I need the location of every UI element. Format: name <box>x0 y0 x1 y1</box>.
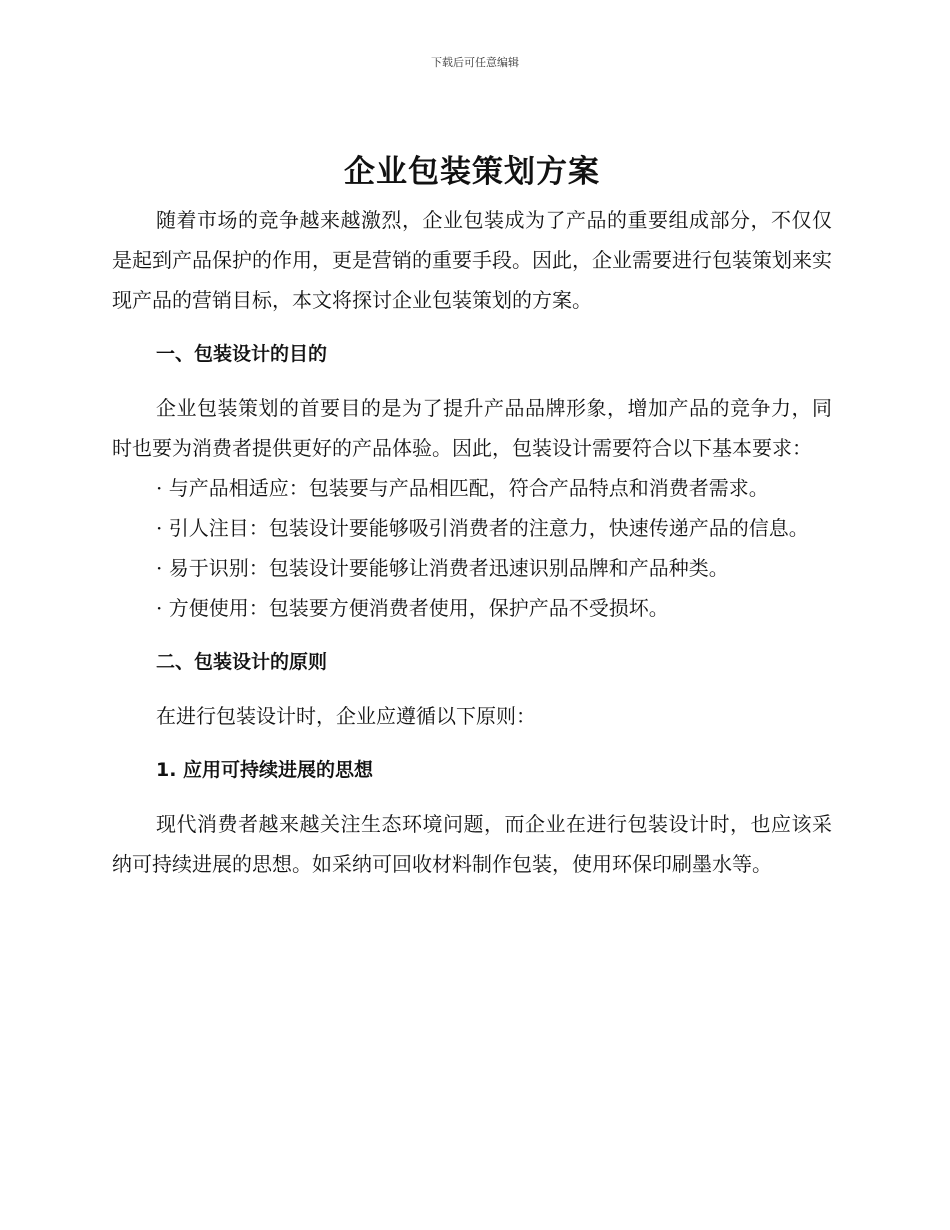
header-note: 下载后可任意编辑 <box>431 56 519 69</box>
list-item: · 方便使用：包装要方便消费者使用，保护产品不受损坏。 <box>156 596 669 620</box>
document-title: 企业包装策划方案 <box>344 154 600 190</box>
principles-paragraph: 在进行包装设计时，企业应遵循以下原则： <box>156 704 536 728</box>
purpose-paragraph: 企业包装策划的首要目的是为了提升产品品牌形象，增加产品的竞争力，同时也要为消费者提供更好的产品体验。因此，包装设计需要符合以下基本要求： <box>112 396 832 460</box>
intro-paragraph: 随着市场的竞争越来越激烈，企业包装成为了产品的重要组成部分，不仅仅是起到产品保护的作用，更是营销的重要手段。因此，企业需要进行包装策划来实现产品的营销目标，本文将探讨企业包装策划的方案。 <box>112 208 832 312</box>
list-item: · 与产品相适应：包装要与产品相匹配，符合产品特点和消费者需求。 <box>156 476 769 500</box>
document-body <box>112 148 832 884</box>
subsection-heading-sustainability: 1. 应用可持续进展的思想 <box>156 759 374 781</box>
list-item: · 引人注目：包装设计要能够吸引消费者的注意力，快速传递产品的信息。 <box>156 516 809 540</box>
section-heading-principles: 二、包装设计的原则 <box>156 651 328 673</box>
sustainability-paragraph: 现代消费者越来越关注生态环境问题，而企业在进行包装设计时，也应该采纳可持续进展的思想。如采纳可回收材料制作包装，使用环保印刷墨水等。 <box>112 812 832 876</box>
section-heading-purpose: 一、包装设计的目的 <box>156 343 328 365</box>
list-item: · 易于识别：包装设计要能够让消费者迅速识别品牌和产品种类。 <box>156 556 729 580</box>
